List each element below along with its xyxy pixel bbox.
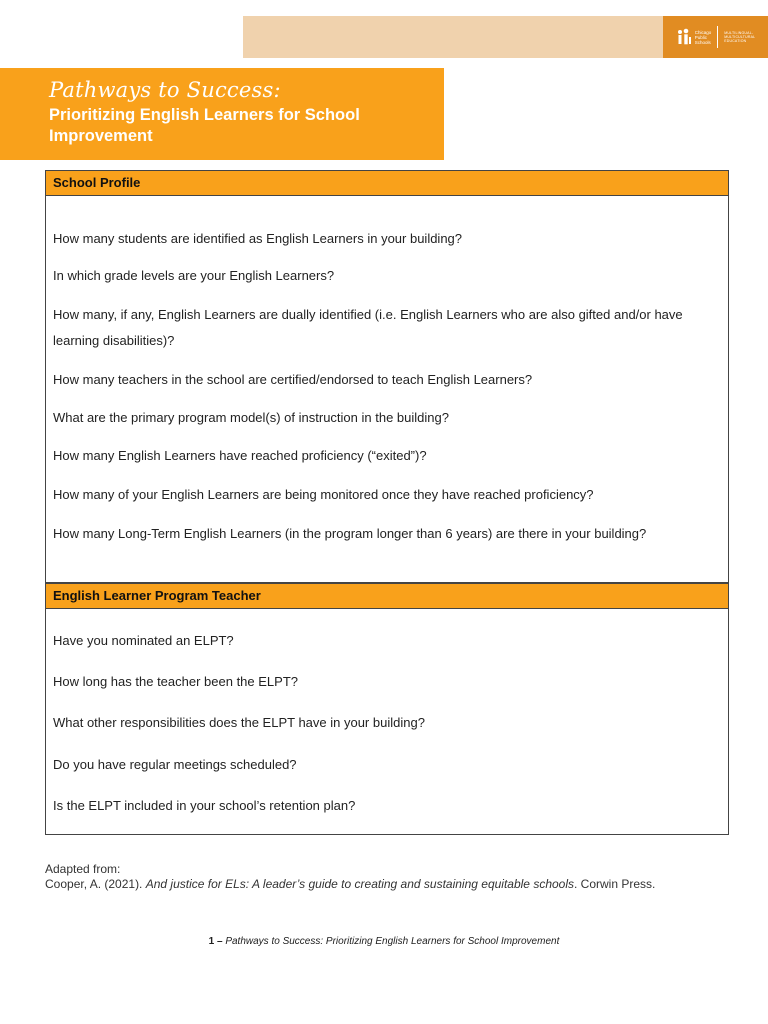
profile-question: How many English Learners have reached proficiency (“exited”)?	[53, 448, 427, 463]
school-profile-table	[45, 170, 729, 583]
elpt-table	[45, 583, 729, 835]
profile-question: How many, if any, English Learners are dually identified (i.e. English Learners who are also gifted and/or have learning disabilities)?	[53, 307, 683, 348]
logo-department-name: MULTILINGUAL- MULTICULTURAL EDUCATION	[724, 30, 756, 44]
profile-question: How many teachers in the school are certified/endorsed to teach English Learners?	[53, 372, 533, 387]
title-block	[0, 68, 444, 160]
page-number: 1 –	[208, 936, 223, 947]
elpt-question: Is the ELPT included in your school’s retention plan?	[53, 798, 356, 813]
school-profile-heading: School Profile	[46, 171, 728, 196]
profile-question: How many students are identified as English Learners in your building?	[53, 231, 463, 246]
citation-authors: Cooper, A. (2021).	[45, 877, 146, 891]
elpt-question: How long has the teacher been the ELPT?	[53, 674, 298, 689]
page-footer	[0, 936, 768, 947]
document-title: Pathways to Success:	[49, 78, 281, 102]
citation-book-title: And justice for ELs: A leader’s guide to creating and sustaining equitable schools	[145, 877, 575, 891]
elpt-question: Do you have regular meetings scheduled?	[53, 757, 297, 772]
logo-district-name: Chicago Public Schools	[694, 29, 712, 45]
document-subtitle: Prioritizing English Learners for School Improvement	[49, 106, 360, 145]
profile-question: In which grade levels are your English Learners?	[53, 268, 335, 283]
citation-intro: Adapted from:	[45, 862, 121, 876]
elpt-heading: English Learner Program Teacher	[46, 584, 728, 609]
citation	[45, 862, 655, 892]
citation-reference	[45, 877, 655, 892]
profile-question: How many Long-Term English Learners (in the program longer than 6 years) are there in your building?	[53, 526, 647, 541]
elpt-question: What other responsibilities does the ELPT have in your building?	[53, 715, 425, 730]
cps-people-icon	[676, 28, 692, 46]
logo-divider	[717, 26, 718, 48]
elpt-question: Have you nominated an ELPT?	[53, 633, 234, 648]
profile-question: What are the primary program model(s) of instruction in the building?	[53, 410, 449, 425]
cps-logo	[663, 16, 768, 58]
citation-publisher: . Corwin Press.	[574, 877, 656, 891]
footer-title: Pathways to Success: Prioritizing English Learners for School Improvement	[225, 936, 560, 947]
profile-question: How many of your English Learners are being monitored once they have reached proficiency?	[53, 487, 594, 502]
